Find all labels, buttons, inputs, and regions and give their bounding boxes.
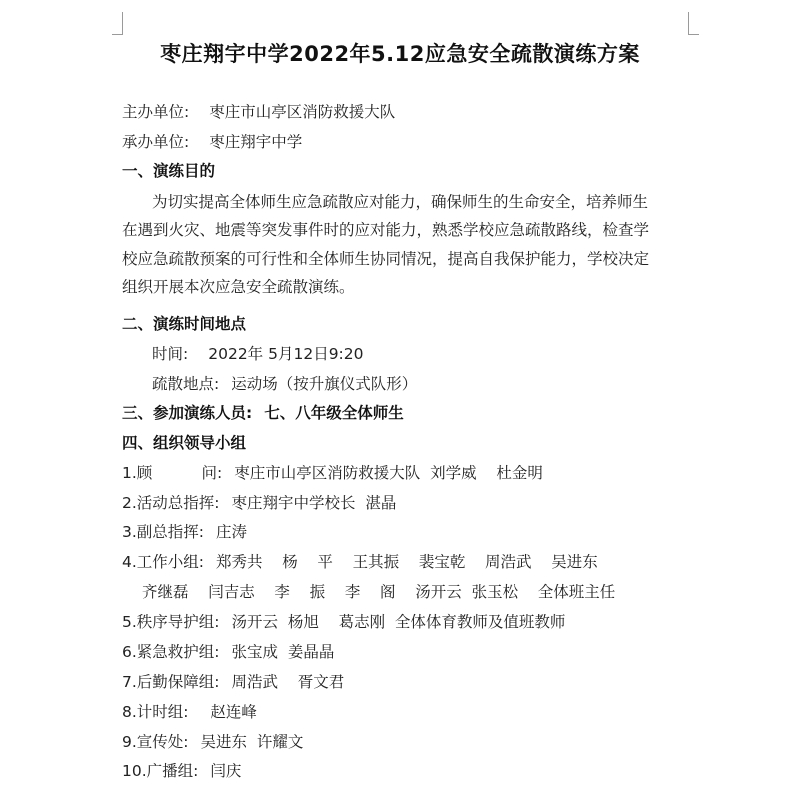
org-item-value: 张宝成 姜晶晶 — [231, 643, 335, 661]
section1-line-4: 组织开展本次应急安全疏散演练。 — [122, 278, 355, 297]
host-line — [122, 101, 395, 123]
org-item-label: 2.活动总指挥: — [122, 494, 220, 512]
org-item-value: 枣庄市山亭区消防救援大队 刘学威 杜金明 — [234, 464, 543, 482]
place-line — [152, 373, 417, 395]
org-item-label: 7.后勤保障组: — [122, 673, 220, 691]
section3-heading: 三、参加演练人员: — [122, 404, 253, 422]
org-item-value: 汤开云 杨旭 葛志刚 全体体育教师及值班教师 — [231, 613, 566, 631]
org-item-2 — [122, 492, 396, 514]
org-item-value: 枣庄翔宇中学校长 湛晶 — [231, 494, 397, 512]
org-item-label: 4.工作小组: — [122, 553, 205, 571]
section1-paragraph — [122, 188, 688, 302]
org-item-label: 10.广播组: — [122, 762, 199, 780]
time-value: 2022年 5月12日9:20 — [208, 345, 364, 363]
org-item-value: 周浩武 胥文君 — [231, 673, 345, 691]
time-label: 时间: — [152, 345, 189, 363]
org-item-10 — [122, 760, 241, 782]
org-item-4-continued — [142, 581, 615, 603]
org-item-8 — [122, 701, 257, 723]
section3-value: 七、八年级全体师生 — [264, 404, 404, 422]
host-value: 枣庄市山亭区消防救援大队 — [209, 103, 396, 121]
org-item-label: 8.计时组: — [122, 703, 189, 721]
org-item-label: 1.顾 问: — [122, 464, 223, 482]
org-item-5 — [122, 611, 565, 633]
section1-line-2: 在遇到火灾、地震等突发事件时的应对能力，熟悉学校应急疏散路线，检查学 — [122, 221, 650, 240]
section2-heading: 二、演练时间地点 — [122, 315, 247, 333]
section3-line — [122, 402, 404, 424]
org-item-9 — [122, 731, 303, 753]
document-title: 枣庄翔宇中学2022年5.12应急安全疏散演练方案 — [160, 42, 640, 66]
org-item-4 — [122, 551, 598, 573]
organizer-line — [122, 131, 302, 153]
organizer-label: 承办单位: — [122, 133, 190, 151]
section1-line-1: 为切实提高全体师生应急疏散应对能力，确保师生的生命安全，培养师生 — [152, 193, 649, 211]
org-item-value: 齐继磊 闫吉志 李 振 李 阁 汤开云 张玉松 全体班主任 — [142, 583, 616, 601]
org-item-label: 9.宣传处: — [122, 733, 189, 751]
org-item-value: 闫庆 — [210, 762, 242, 780]
place-label: 疏散地点: — [152, 375, 220, 393]
time-line — [152, 343, 364, 365]
page-corner-mark-top-right — [688, 12, 699, 35]
org-item-value: 庄涛 — [216, 523, 248, 541]
section1-line-3: 校应急疏散预案的可行性和全体师生协同情况，提高自我保护能力，学校决定 — [122, 249, 650, 268]
page-corner-mark-top-left — [112, 12, 123, 35]
section4-heading: 四、组织领导小组 — [122, 434, 247, 452]
org-item-label: 5.秩序导护组: — [122, 613, 220, 631]
org-item-3 — [122, 521, 247, 543]
place-value: 运动场（按升旗仪式队形） — [231, 375, 418, 393]
org-item-label: 3.副总指挥: — [122, 523, 205, 541]
org-item-value: 郑秀共 杨 平 王其振 裴宝乾 周浩武 吴进东 — [216, 553, 598, 571]
section1-heading: 一、演练目的 — [122, 162, 216, 180]
org-item-6 — [122, 641, 334, 663]
org-item-value: 赵连峰 — [200, 703, 257, 721]
org-item-7 — [122, 671, 344, 693]
organizer-value: 枣庄翔宇中学 — [209, 133, 303, 151]
org-item-1 — [122, 462, 543, 484]
host-label: 主办单位: — [122, 103, 190, 121]
org-item-label: 6.紧急救护组: — [122, 643, 220, 661]
org-item-value: 吴进东 许耀文 — [200, 733, 304, 751]
